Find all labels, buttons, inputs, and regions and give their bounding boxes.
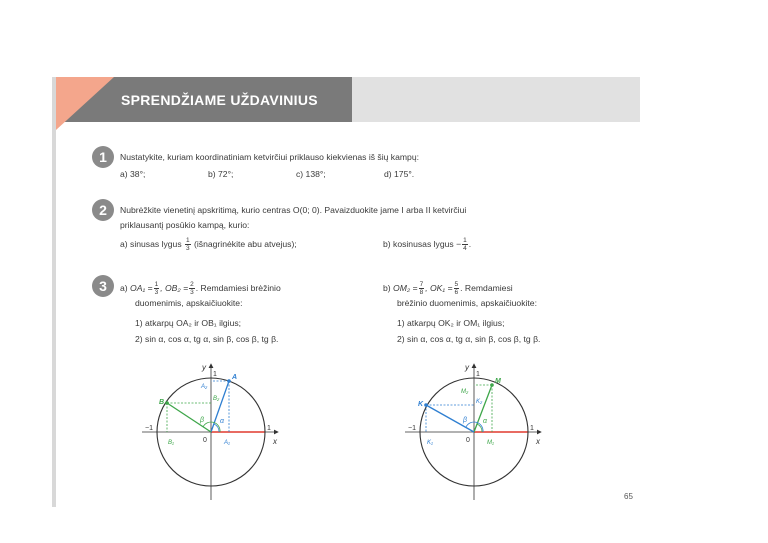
label-beta: β [200,417,204,424]
point-a [227,379,231,383]
page-spine [52,77,56,507]
task-number-3: 3 [92,275,114,297]
header-accent-shape [56,77,116,130]
task3b-item1: 1) atkarpų OK₂ ir OM₁ ilgius; [397,318,505,328]
task-number-1: 1 [92,146,114,168]
task2-a-fraction: $\frac{1}{3}$ [186,237,190,252]
task3a-line2: duomenimis, apskaičiuokite: [135,298,243,308]
task3a-oa1: OA₁ = [130,282,153,293]
label-k: K [418,401,424,408]
point-m [490,383,494,387]
task3b-ok1-fraction: $\frac{5}{6}$ [454,281,459,296]
tick-label-1-right: 1 [267,425,271,432]
label-a1: A₁ [224,440,230,446]
label-a2: A₂ [201,384,208,390]
task2-b-prefix: b) kosinusas lygus − [383,238,462,249]
task3a-label: a) [120,282,128,293]
task3b-label: b) [383,282,391,293]
task3a-line1 [120,281,281,296]
page-number: 65 [624,492,633,501]
tick-label-minus-1: −1 [145,425,153,432]
task2-b-fraction: $\frac{1}{4}$ [463,237,467,252]
task3a-oa1-fraction: $\frac{1}{3}$ [154,281,159,296]
label-beta: β [463,417,467,424]
task3b-item2: 2) sin α, cos α, tg α, sin β, cos β, tg β. [397,334,541,344]
tick-label-minus-1: −1 [408,425,416,432]
task2-a-suffix: (išnagrinėkite abu atvejus); [194,238,297,249]
task1-item-b: b) 72°; [208,169,234,179]
task2-item-a [120,237,297,252]
radius-ob [167,403,211,432]
task1-item-d: d) 175°. [384,169,415,179]
task2-item-b [383,237,471,252]
label-k2: K₂ [476,399,483,405]
label-alpha: α [483,418,487,425]
task1-text: Nustatykite, kuriam koordinatiniam ketvirčiui priklauso kiekvienas iš šių kampų: [120,152,419,162]
origin-label: 0 [466,437,470,444]
task3b-line1 [383,281,513,296]
label-b: B [159,399,165,406]
y-axis-label: y [202,363,206,372]
task3a-ob2-fraction: $\frac{2}{3}$ [190,281,194,296]
unit-circle-diagram-b [403,360,553,505]
task3a-ob2: , OB₂ = [160,282,189,293]
x-axis-label: x [273,437,277,446]
label-a: A [232,374,238,381]
x-axis-label: x [536,437,540,446]
task3b-om2: OM₂ = [393,282,418,293]
unit-circle-diagram-a [140,360,290,505]
label-m: M [495,378,501,385]
tick-label-1-top: 1 [213,371,217,378]
origin-label: 0 [203,437,207,444]
task2-b-suffix: . [468,238,472,249]
label-b2: B₂ [213,396,220,402]
point-b [165,401,169,405]
task2-line1: Nubrėžkite vienetinį apskritimą, kurio centras O(0; 0). Pavaizduokite jame I arba II ketvirčiui [120,205,467,215]
y-axis-label: y [465,363,469,372]
task3b-om2-fraction: $\frac{7}{8}$ [419,281,424,296]
section-title: SPRENDŽIAME UŽDAVINIUS [121,92,318,108]
task1-item-c: c) 138°; [296,169,326,179]
task3a-item1: 1) atkarpų OA₂ ir OB₁ ilgius; [135,318,242,328]
task2-a-prefix: a) sinusas lygus [120,238,182,249]
task3b-ok1: , OK₁ = [425,282,453,293]
tick-label-1-right: 1 [530,425,534,432]
label-b1: B₁ [168,440,174,446]
task1-item-a: a) 38°; [120,169,146,179]
task2-line2: priklausantį posūkio kampą, kurio: [120,220,250,230]
task3a-item2: 2) sin α, cos α, tg α, sin β, cos β, tg β. [135,334,279,344]
task-number-2: 2 [92,199,114,221]
label-k1: K₁ [427,440,433,446]
task3b-line2: brėžinio duomenimis, apskaičiuokite: [397,298,537,308]
label-alpha: α [220,418,224,425]
task3a-rest: . Remdamiesi brėžinio [195,282,281,293]
label-m2: M₂ [461,389,469,395]
label-m1: M₁ [487,440,494,446]
point-k [424,403,428,407]
task3b-rest: . Remdamiesi [460,282,513,293]
tick-label-1-top: 1 [476,371,480,378]
